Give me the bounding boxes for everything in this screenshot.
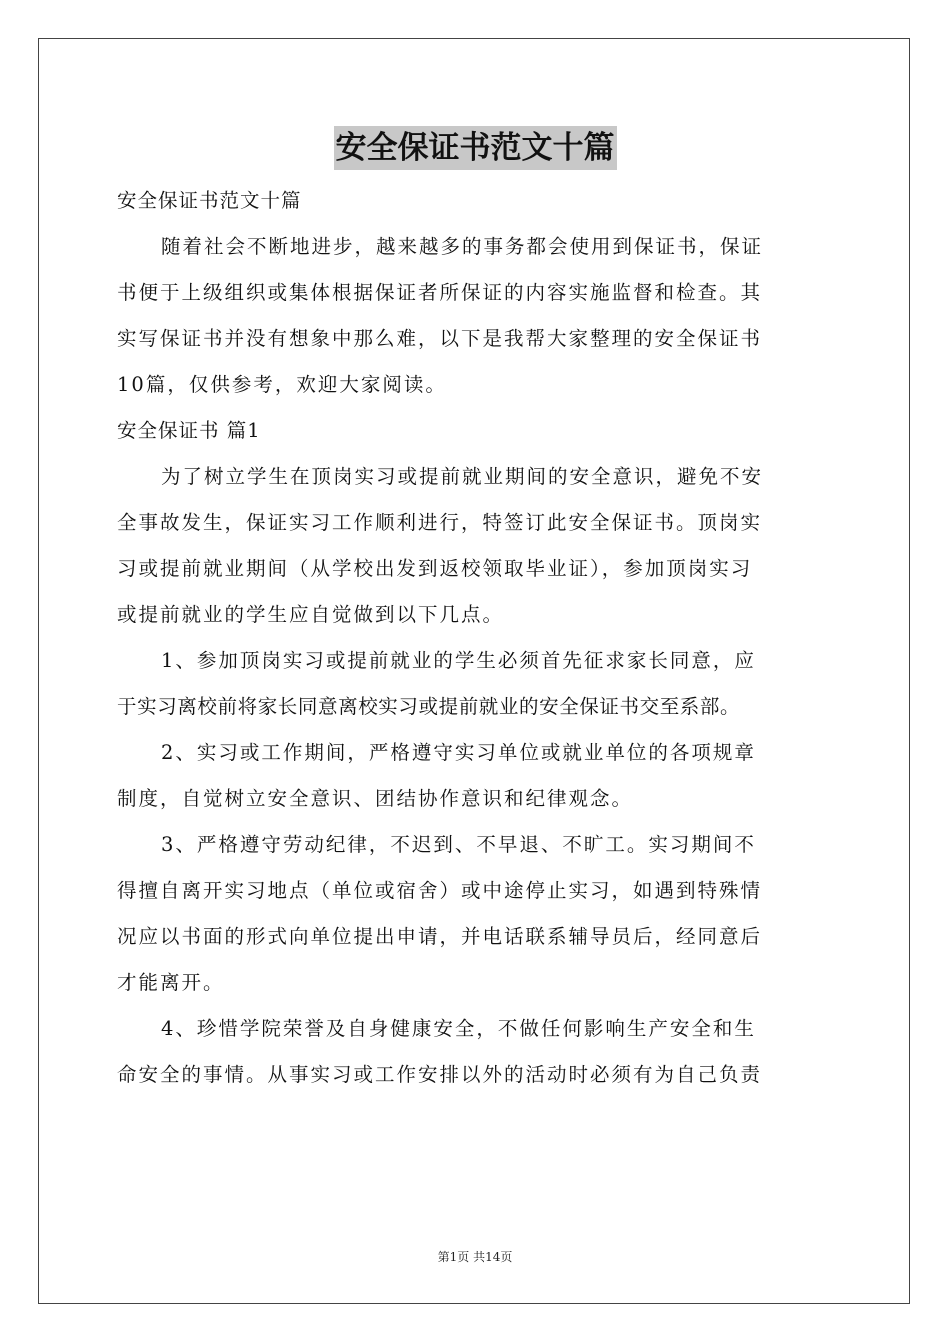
- text-line: 或提前就业的学生应自觉做到以下几点。: [117, 603, 505, 626]
- title-container: [0, 126, 950, 170]
- text-line: 10篇，仅供参考，欢迎大家阅读。: [117, 373, 447, 396]
- document-subtitle: 安全保证书范文十篇: [117, 189, 302, 212]
- text-line: 得擅自离开实习地点（单位或宿舍）或中途停止实习，如遇到特殊情: [117, 879, 763, 902]
- section-heading: 安全保证书 篇1: [117, 419, 261, 442]
- text-line: 随着社会不断地进步，越来越多的事务都会使用到保证书，保证: [161, 235, 764, 258]
- document-body: [117, 178, 833, 1098]
- page-footer: 第1页 共14页: [437, 1250, 513, 1264]
- item-3-paragraph: [117, 822, 833, 1006]
- text-line: 为了树立学生在顶岗实习或提前就业期间的安全意识，避免不安: [161, 465, 764, 488]
- text-line: 实写保证书并没有想象中那么难，以下是我帮大家整理的安全保证书: [117, 327, 763, 350]
- text-line: 才能离开。: [117, 971, 225, 994]
- item-4-paragraph: [117, 1006, 833, 1098]
- text-line: 命安全的事情。从事实习或工作安排以外的活动时必须有为自己负责: [117, 1063, 763, 1086]
- text-line: 习或提前就业期间（从学校出发到返校领取毕业证），参加顶岗实习: [117, 557, 753, 580]
- item-2-paragraph: [117, 730, 833, 822]
- text-line: 于实习离校前将家长同意离校实习或提前就业的安全保证书交至系部。: [117, 695, 741, 718]
- intro-paragraph: [117, 224, 833, 408]
- text-line: 3、严格遵守劳动纪律，不迟到、不早退、不旷工。实习期间不: [161, 833, 756, 856]
- text-line: 2、实习或工作期间，严格遵守实习单位或就业单位的各项规章: [161, 741, 756, 764]
- text-line: 制度，自觉树立安全意识、团结协作意识和纪律观念。: [117, 787, 634, 810]
- section1-paragraph: [117, 454, 833, 638]
- document-title: 安全保证书范文十篇: [334, 126, 617, 170]
- text-line: 书便于上级组织或集体根据保证者所保证的内容实施监督和检查。其: [117, 281, 763, 304]
- text-line: 况应以书面的形式向单位提出申请，并电话联系辅导员后，经同意后: [117, 925, 763, 948]
- text-line: 4、珍惜学院荣誉及自身健康安全，不做任何影响生产安全和生: [161, 1017, 756, 1040]
- item-1-paragraph: [117, 638, 833, 730]
- text-line: 全事故发生，保证实习工作顺利进行，特签订此安全保证书。顶岗实: [117, 511, 763, 534]
- text-line: 1、参加顶岗实习或提前就业的学生必须首先征求家长同意，应: [161, 649, 756, 672]
